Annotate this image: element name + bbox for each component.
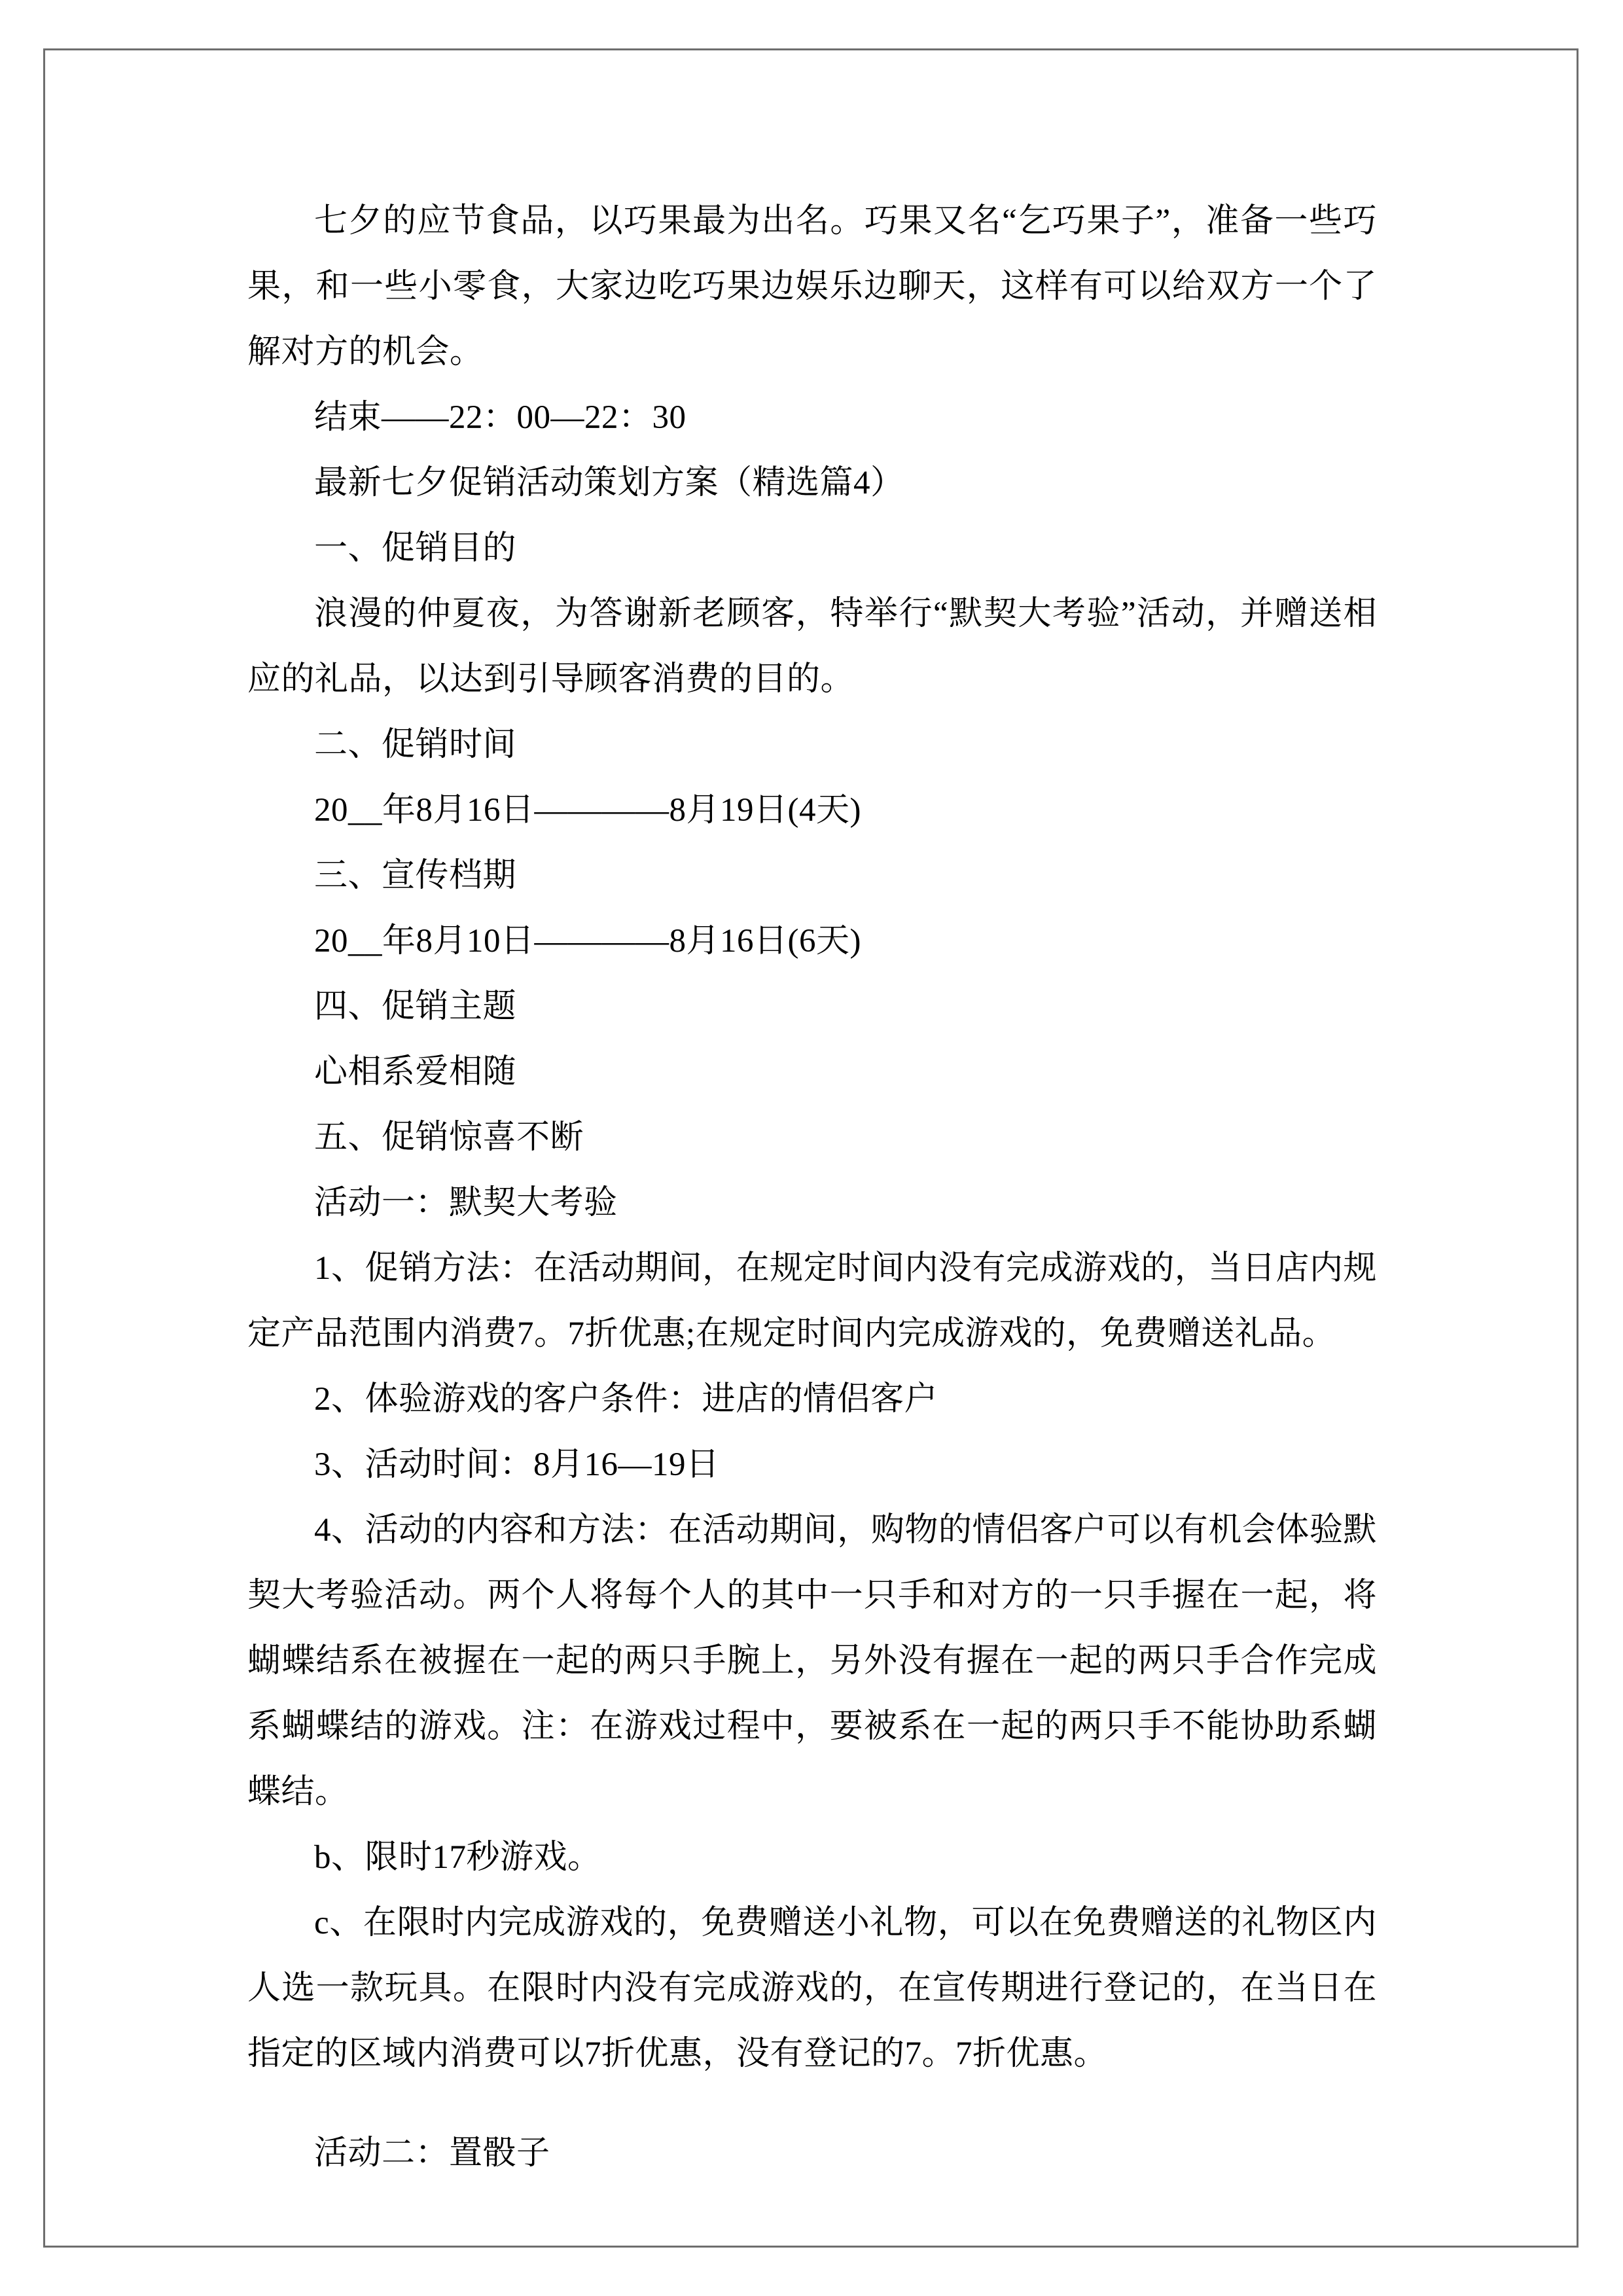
paragraph: 20__年8月10日————8月16日(6天) <box>314 923 861 960</box>
paragraph: 20__年8月16日————8月19日(4天) <box>314 792 861 829</box>
document-body <box>247 188 1377 2186</box>
paragraph: 浪漫的仲夏夜，为答谢新老顾客，特举行“默契大考验”活动，并赠送相应的礼品，以达到引导顾客消费的目的。 <box>247 596 1377 698</box>
paragraph: 七夕的应节食品，以巧果最为出名。巧果又名“乞巧果子”，准备一些巧果，和一些小零食，大家边吃巧果边娱乐边聊天，这样有可以给双方一个了解对方的机会。 <box>247 203 1377 370</box>
paragraph: 二、促销时间 <box>314 726 517 763</box>
paragraph: 三、宣传档期 <box>314 857 517 894</box>
paragraph: b、限时17秒游戏。 <box>314 1839 601 1876</box>
paragraph: 五、促销惊喜不断 <box>314 1119 584 1156</box>
paragraph: 1、促销方法：在活动期间，在规定时间内没有完成游戏的，当日店内规定产品范围内消费7。7折优惠;在规定时间内完成游戏的，免费赠送礼品。 <box>247 1250 1377 1352</box>
paragraph: 活动二：置骰子 <box>314 2135 550 2172</box>
paragraph: 四、促销主题 <box>314 988 517 1025</box>
paragraph: 最新七夕促销活动策划方案（精选篇4） <box>314 465 904 501</box>
paragraph: 3、活动时间：8月16—19日 <box>314 1446 720 1483</box>
paragraph: 一、促销目的 <box>314 530 517 567</box>
paragraph: c、在限时内完成游戏的，免费赠送小礼物，可以在免费赠送的礼物区内人选一款玩具。在限时内没有完成游戏的，在宣传期进行登记的，在当日在指定的区域内消费可以7折优惠，没有登记的7。7折优惠。 <box>247 1905 1377 2072</box>
paragraph: 活动一：默契大考验 <box>314 1185 618 1221</box>
paragraph: 心相系爱相随 <box>314 1054 517 1090</box>
paragraph: 结束——22：00—22：30 <box>314 399 687 436</box>
paragraph: 4、活动的内容和方法：在活动期间，购物的情侣客户可以有机会体验默契大考验活动。两个人将每个人的其中一只手和对方的一只手握在一起，将蝴蝶结系在被握在一起的两只手腕上，另外没有握在一起的两只手合作完成系蝴蝶结的游戏。注：在游戏过程中，要被系在一起的两只手不能协助系蝴蝶结。 <box>247 1512 1377 1810</box>
paragraph: 2、体验游戏的客户条件：进店的情侣客户 <box>314 1381 938 1418</box>
